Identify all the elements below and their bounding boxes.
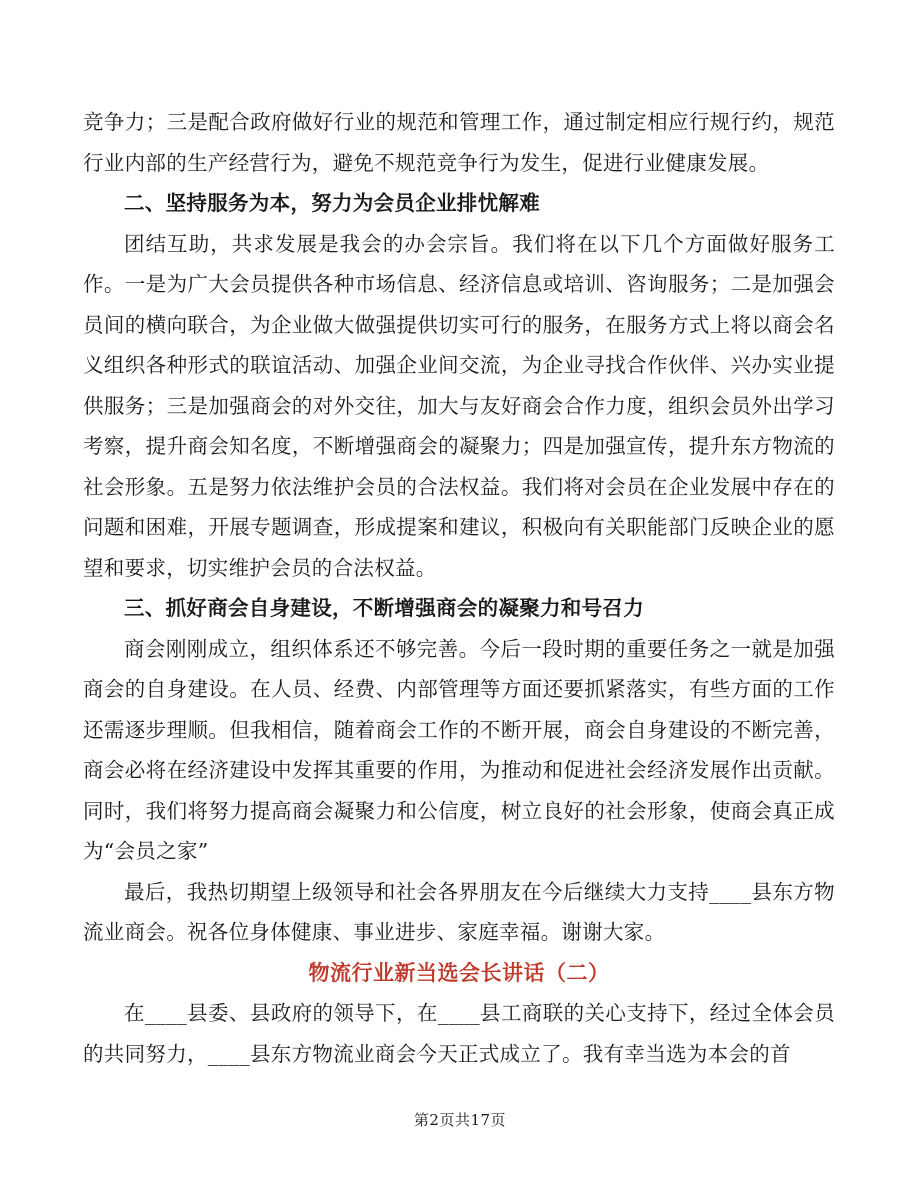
- paragraph-continuation: 竞争力；三是配合政府做好行业的规范和管理工作，通过制定相应行规行约，规范行业内部的生产经营行为，避免不规范竞争行为发生，促进行业健康发展。: [83, 110, 835, 175]
- paragraph-service: 团结互助，共求发展是我会的办会宗旨。我们将在以下几个方面做好服务工作。一是为广大会员提供各种市场信息、经济信息或培训、咨询服务；二是加强会员间的横向联合，为企业做大做强提供切实可行的服务，在服务方式上将以商会名义组织各种形式的联谊活动、加强企业间交流，为企业寻找合作伙伴、兴办实业提供服务；三是加强商会的对外交往，加大与友好商会合作力度，组织会员外出学习考察，提升商会知名度，不断增强商会的凝聚力；四是加强宣传，提升东方物流的社会形象。五是努力依法维护会员的合法权益。我们将对会员在企业发展中存在的问题和困难，开展专题调查，形成提案和建议，积极向有关职能部门反映企业的愿望和要求，切实维护会员的合法权益。: [83, 231, 835, 580]
- paragraph-closing: 最后，我热切期望上级领导和社会各界朋友在今后继续大力支持____县东方物流业商会。祝各位身体健康、事业进步、家庭幸福。谢谢大家。: [83, 879, 835, 944]
- section-heading-two: 二、坚持服务为本，努力为会员企业排忧解难: [124, 191, 540, 215]
- speech-title: 物流行业新当选会长讲话（二）: [308, 959, 610, 985]
- paragraph-self-building: 商会刚刚成立，组织体系还不够完善。今后一段时期的重要任务之一就是加强商会的自身建设。在人员、经费、内部管理等方面还要抓紧落实，有些方面的工作还需逐步理顺。但我相信，随着商会工作的不断开展，商会自身建设的不断完善，商会必将在经济建设中发挥其重要的作用，为推动和促进社会经济发展作出贡献。同时，我们将努力提高商会凝聚力和公信度，树立良好的社会形象，使商会真正成为“会员之家”: [83, 636, 835, 863]
- paragraph-speech-opening: 在____县委、县政府的领导下，在____县工商联的关心支持下，经过全体会员的共同努力，____县东方物流业商会今天正式成立了。我有幸当选为本会的首: [83, 1001, 835, 1066]
- document-body: [83, 102, 835, 1074]
- section-heading-three: 三、抓好商会自身建设，不断增强商会的凝聚力和号召力: [124, 596, 644, 620]
- page-number: 第2页共17页: [413, 1111, 507, 1129]
